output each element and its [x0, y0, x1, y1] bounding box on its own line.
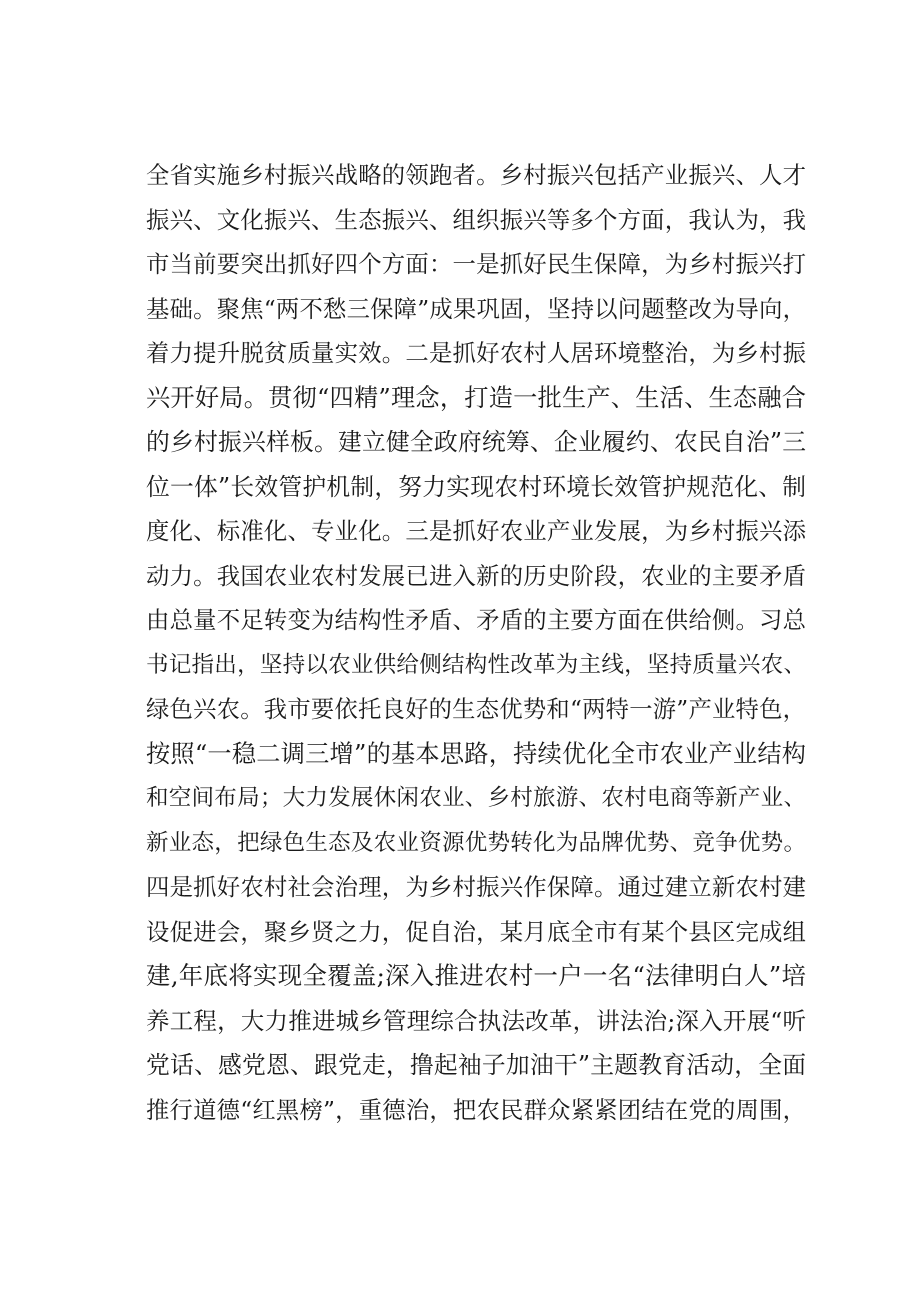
text-line-8: 位一体”长效管护机制，努力实现农村环境长效管护规范化、制 — [146, 472, 806, 501]
text-line-1: 全省实施乡村振兴战略的领跑者。乡村振兴包括产业振兴、人才 — [146, 161, 806, 189]
text-line-4: 基础。聚焦“两不愁三保障”成果巩固，坚持以问题整改为导向， — [146, 294, 806, 323]
text-line-5: 着力提升脱贫质量实效。二是抓好农村人居环境整治，为乡村振 — [146, 339, 806, 367]
text-line-16: 新业态，把绿色生态及农业资源优势转化为品牌优势、竞争优势。 — [146, 829, 806, 856]
text-line-10: 动力。我国农业农村发展已进入新的历史阶段，农业的主要矛盾 — [146, 561, 806, 590]
text-line-2: 振兴、文化振兴、生态振兴、组织振兴等多个方面，我认为，我 — [146, 205, 806, 234]
text-line-21: 党话、感党恩、跟党走，撸起袖子加油干”主题教育活动，全面 — [146, 1051, 806, 1079]
text-line-3: 市当前要突出抓好四个方面：一是抓好民生保障，为乡村振兴打 — [146, 250, 806, 278]
text-line-14: 按照“一稳二调三增”的基本思路，持续优化全市农业产业结构 — [146, 739, 806, 768]
text-line-18: 设促进会，聚乡贤之力，促自治，某月底全市有某个县区完成组 — [146, 917, 806, 946]
text-line-11: 由总量不足转变为结构性矛盾、矛盾的主要方面在供给侧。习总 — [146, 606, 806, 634]
text-line-22: 推行道德“红黑榜”，重德治，把农民群众紧紧团结在党的周围， — [146, 1095, 806, 1124]
text-line-12: 书记指出，坚持以农业供给侧结构性改革为主线，坚持质量兴农、 — [146, 651, 806, 678]
text-line-13: 绿色兴农。我市要依托良好的生态优势和“两特一游”产业特色， — [146, 695, 806, 723]
text-line-6: 兴开好局。贯彻“四精”理念，打造一批生产、生活、生态融合 — [146, 383, 806, 412]
text-line-15: 和空间布局；大力发展休闲农业、乡村旅游、农村电商等新产业、 — [146, 785, 806, 811]
body-paragraph — [146, 153, 806, 1132]
text-line-19: 建,年底将实现全覆盖;深入推进农村一户一名“法律明白人”培 — [146, 961, 806, 990]
text-line-20: 养工程，大力推进城乡管理综合执法改革，讲法治;深入开展“听 — [146, 1006, 806, 1035]
text-line-9: 度化、标准化、专业化。三是抓好农业产业发展，为乡村振兴添 — [146, 517, 806, 545]
text-line-17: 四是抓好农村社会治理，为乡村振兴作保障。通过建立新农村建 — [146, 873, 806, 901]
text-line-7: 的乡村振兴样板。建立健全政府统筹、企业履约、农民自治”三 — [146, 428, 806, 456]
